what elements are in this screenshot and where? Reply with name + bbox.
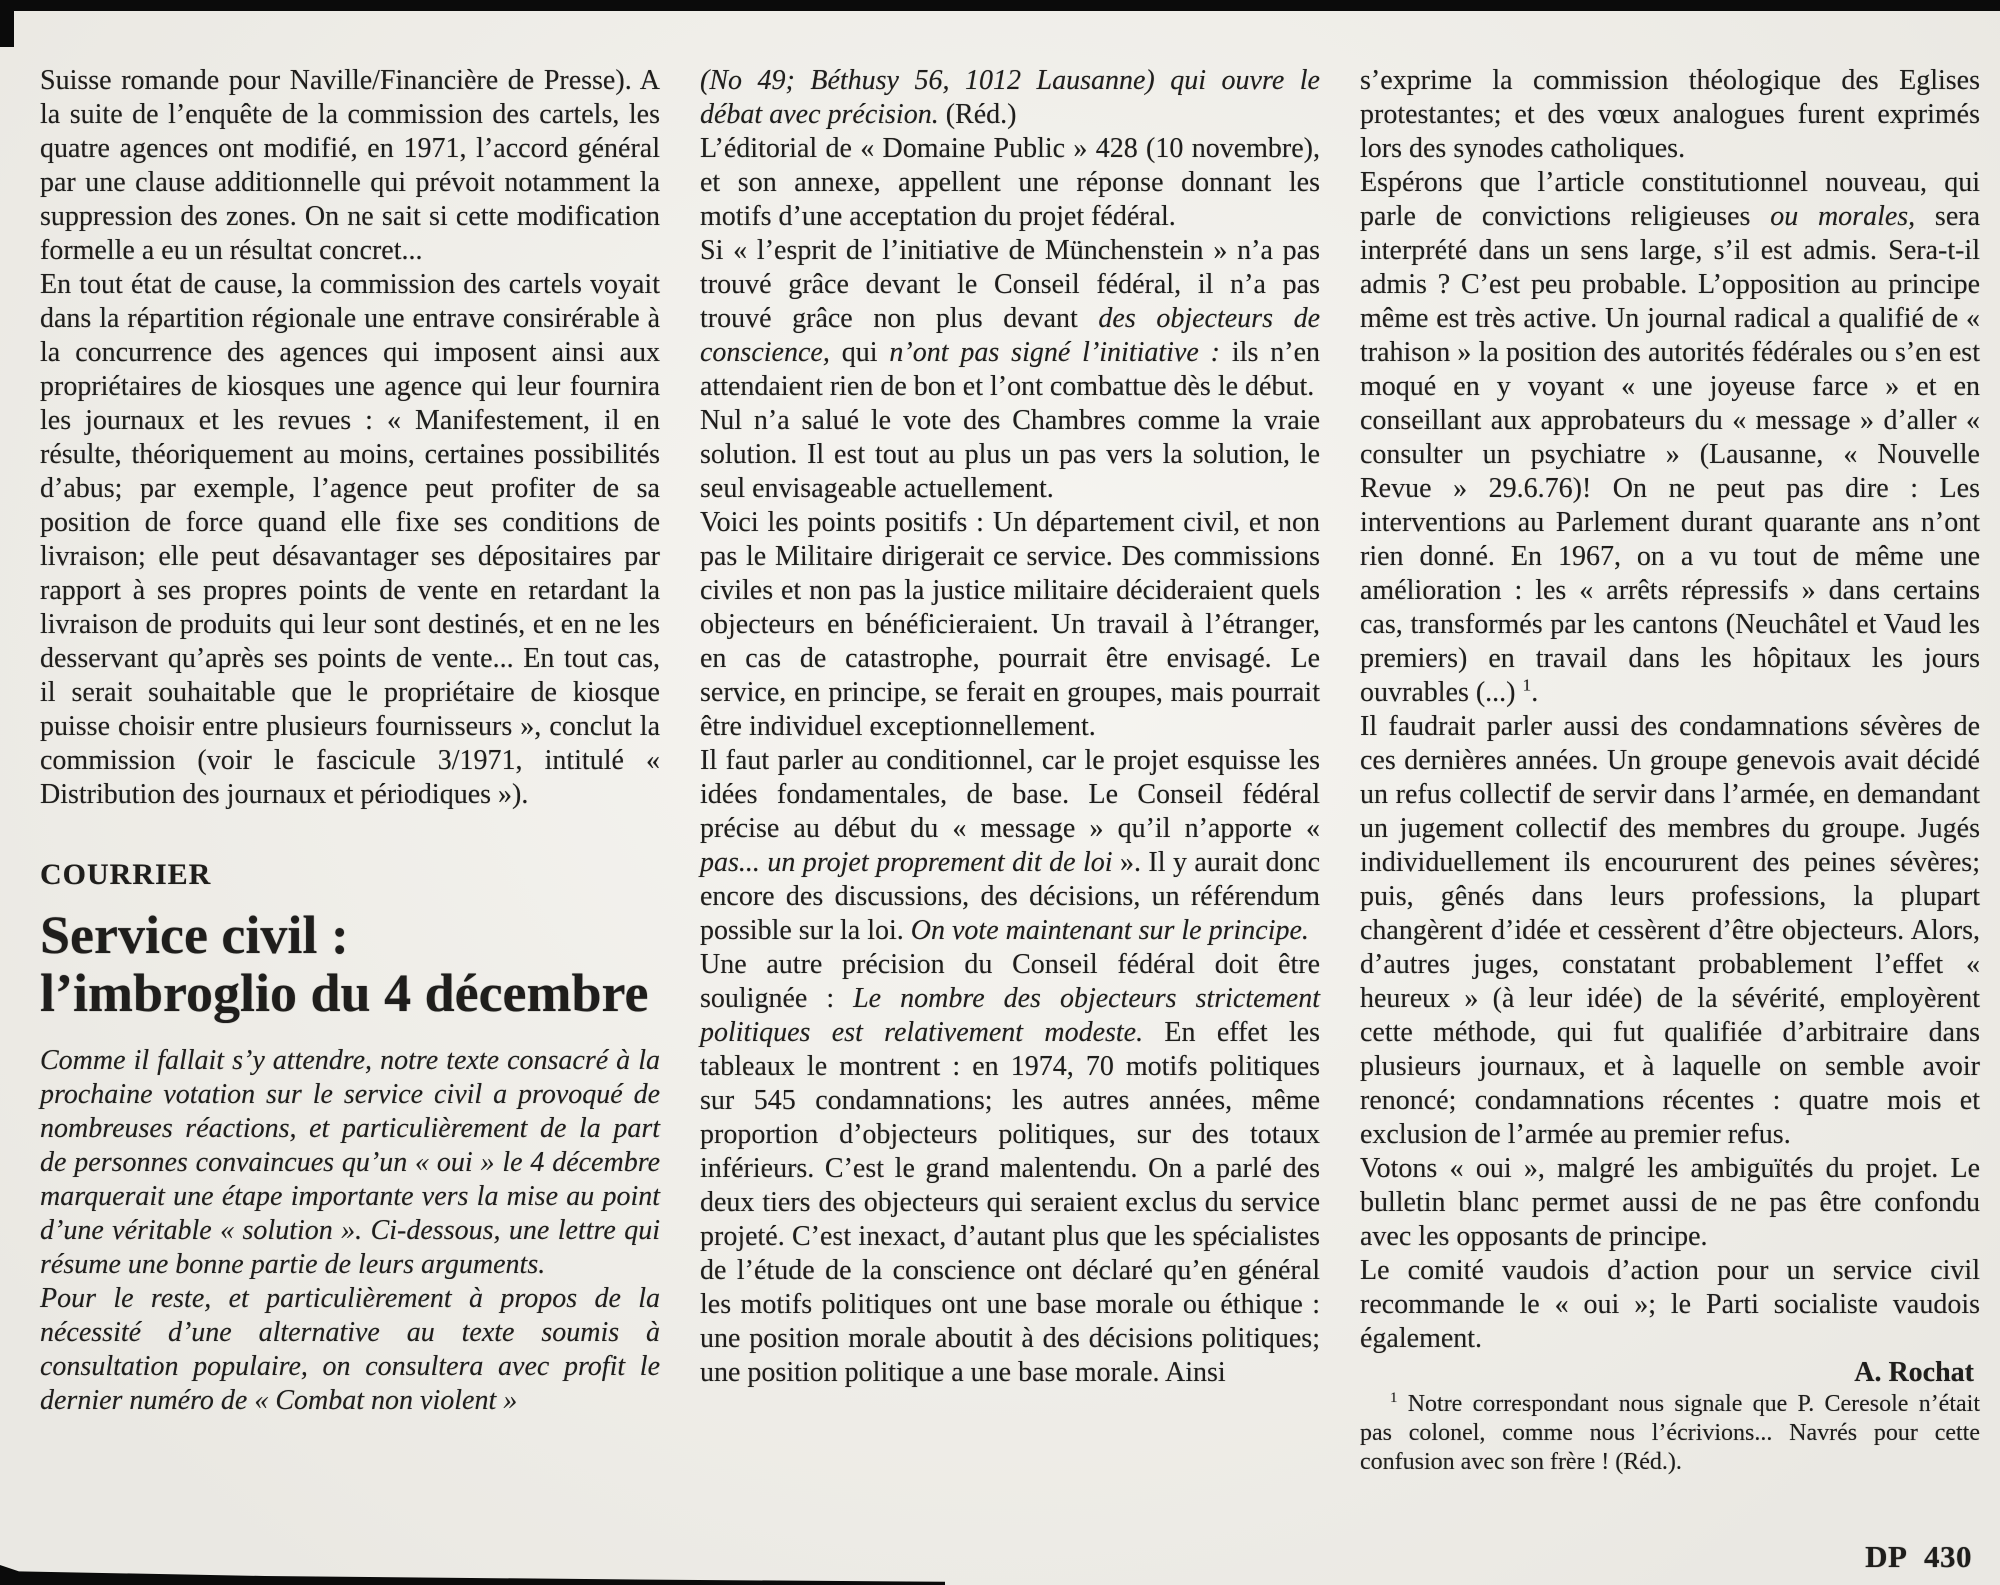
text-run: Votons « oui », malgré les ambiguïtés du projet. Le bulletin blanc permet aussi de ne pas être confondu avec les opposants de principe. [1360,1153,1980,1252]
text-column-3 [1360,64,1980,1477]
body-paragraph [1360,710,1980,1152]
text-run: Il faut parler au conditionnel, car le projet esquisse les idées fondamentales, de base. Le Conseil fédéral précise au début du « message » qu’il n’apporte « [700,745,1320,844]
text-run: Si « l’esprit de l’initiative de Münchenstein » n’a pas trouvé grâce devant le Conseil fédéral, il n’a pas trouvé grâce non plus devant [700,235,1320,334]
italic-text-run: n’ont pas signé l’initiative : [889,337,1221,368]
text-run: Le comité vaudois d’action pour un service civil recommande le « oui »; le Parti socialiste vaudois également. [1360,1255,1980,1354]
text-run: En tout état de cause, la commission des cartels voyait dans la répartition régionale une entrave consirérable à la concurrence des agences qui imposent ainsi aux propriétaires de kiosques une agence qui leur fournira les journaux et les revues : « Manifestement, il en résulte, théoriquement au moins, certaines possibilités d’abus; par exemple, l’agence peut profiter de sa position de force quand elle fixe ses conditions de livraison; elle peut désavantager ses dépositaires par rapport à ses propres points de vente en retardant la livraison de produits qui leur sont destinés, et en ne les desservant qu’après ses points de vente... En tout cas, il serait souhaitable que le propriétaire de kiosque puisse choisir entre plusieurs fournisseurs », conclut la commission (voir le fascicule 3/1971, intitulé « Distribution des journaux et périodiques »). [40,269,660,810]
text-run: Voici les points positifs : Un département civil, et non pas le Militaire dirigerait ce service. Des commissions civiles et non pas la justice militaire décideraient quels objecteurs en bénéficieraient. Un travail à l’étranger, en cas de catastrophe, pourrait être envisagé. Le service, en principe, se ferait en groupes, mais pourrait être individuel exceptionnellement. [700,507,1320,742]
body-paragraph [40,268,660,812]
page-number-mark: DP 430 [1865,1539,1972,1574]
footnote-reference: 1 [1522,675,1532,695]
page-body [40,64,1978,1477]
text-run: Une autre précision du Conseil fédéral doit être soulignée : [700,949,1320,1014]
italic-text-run: des objecteurs de conscience, [700,303,1320,368]
text-run: Nul n’a salué le vote des Chambres comme la vraie solution. Il est tout au plus un pas vers la solution, le seul envisageable actuellement. [700,405,1320,504]
article-headline: Service civil : l’imbroglio du 4 décembre [40,905,649,1023]
body-paragraph [40,1044,660,1282]
body-paragraph [700,744,1320,948]
body-paragraph [700,234,1320,404]
body-paragraph [1360,1152,1980,1254]
text-run: sera interprété dans un sens large, s’il est admis. Sera-t-il admis ? C’est peu probable. L’opposition au principe même est très active. Un journal radical a qualifié de « trahison » la position des autorités fédérales ou s’en est moqué en y voyant « une joyeuse farce » et en conseillant aux approbateurs du « message » d’aller « consulter un psychiatre » (Lausanne, « Nouvelle Revue » 29.6.76)! On ne peut pas dire : Les interventions au Parlement durant quarante ans n’ont rien donné. En 1967, on a vu tout de même une amélioration : les « arrêts répressifs » dans certains cas, transformés par les cantons (Neuchâtel et Vaud les premiers) en travail dans les hôpitaux les jours ouvrables (...) [1360,201,1980,708]
text-run: . [1531,677,1539,708]
body-paragraph [700,506,1320,744]
text-run: L’éditorial de « Domaine Public » 428 (10 novembre), et son annexe, appellent une réponse donnant les motifs d’une acceptation du projet fédéral. [700,133,1320,232]
footnote [1360,1390,1980,1477]
scan-edge-bottom-wedge [0,1565,945,1585]
footnote-reference: 1 [1390,1390,1398,1406]
text-run: ». Il y aurait donc encore des discussions, des décisions, un référendum possible sur la loi. [700,847,1320,946]
scan-edge-top-bar [0,0,2000,11]
text-run: s’exprime la commission théologique des Eglises protestantes; et des vœux analogues furent exprimés lors des synodes catholiques. [1360,65,1980,164]
italic-text-run: pas... un projet proprement dit de loi [700,847,1113,878]
body-paragraph [40,1282,660,1418]
text-run: (Réd.) [938,99,1017,130]
body-paragraph [1360,1254,1980,1356]
italic-text-run: (No 49; Béthusy 56, 1012 Lausanne) qui ouvre le débat avec précision. [700,65,1320,130]
text-column-1 [40,64,660,1477]
section-kicker: COURRIER [40,858,212,891]
body-paragraph [700,64,1320,132]
body-paragraph [1360,166,1980,710]
body-paragraph [700,132,1320,234]
italic-text-run: Comme il fallait s’y attendre, notre texte consacré à la prochaine votation sur le service civil a provoqué de nombreuses réactions, et particulièrement de la part de personnes convaincues qu’un « oui » le 4 décembre marquerait une étape importante vers la mise au point d’une véritable « solution ». Ci-dessous, une lettre qui résume une bonne partie de leurs arguments. [40,1045,660,1280]
scan-edge-left-mark [0,0,14,47]
body-paragraph [700,404,1320,506]
italic-text-run: Le nombre des objecteurs strictement politiques est relativement modeste. [700,983,1320,1048]
italic-text-run: On vote maintenant sur le principe. [910,915,1309,946]
body-paragraph [40,64,660,268]
text-run: Suisse romande pour Naville/Financière de Presse). A la suite de l’enquête de la commission des cartels, les quatre agences ont modifié, en 1971, l’accord général par une clause additionnelle qui prévoit notamment la suppression des zones. On ne sait si cette modification formelle a eu un résultat concret... [40,65,660,266]
text-run: Notre correspondant nous signale que P. Ceresole n’était pas colonel, comme nous l’écrivions... Navrés pour cette confusion avec son frère ! (Réd.). [1360,1391,1980,1475]
italic-text-run: ou morales, [1770,201,1916,232]
author-signature: A. Rochat [1854,1357,1974,1388]
text-run: Il faudrait parler aussi des condamnations sévères de ces dernières années. Un groupe genevois avait décidé un refus collectif de servir dans l’armée, en demandant un jugement collectif des membres du groupe. Jugés individuellement ils encoururent des peines sévères; puis, gênés dans leurs professions, la plupart changèrent d’idée et cessèrent d’être objecteurs. Alors, d’autres juges, constatant probablement l’effet « heureux » (à leur idée) de la sévérité, employèrent cette méthode, qui fut qualifiée d’arbitraire dans plusieurs journaux, et à laquelle on semble avoir renoncé; condamnations récentes : quatre mois et exclusion de l’armée au premier refus. [1360,711,1980,1150]
italic-text-run: Pour le reste, et particulièrement à propos de la nécessité d’une alternative au texte soumis à consultation populaire, on consultera avec profit le dernier numéro de « Combat non violent » [40,1283,660,1416]
text-run: Espérons que l’article constitutionnel nouveau, qui parle de convictions religieuses [1360,167,1980,232]
body-paragraph [1360,64,1980,166]
body-paragraph [700,948,1320,1390]
text-column-2 [700,64,1320,1477]
text-run: En effet les tableaux le montrent : en 1974, 70 motifs politiques sur 545 condamnations; les autres années, même proportion d’objecteurs politiques, sur des totaux inférieurs. C’est le grand malentendu. On a parlé des deux tiers des objecteurs qui seraient exclus du service projeté. C’est inexact, d’autant plus que les spécialistes de l’étude de la conscience ont déclaré qu’en général les motifs politiques ont une base morale ou éthique : une position morale aboutit à des décisions politiques; une position politique a une base morale. Ainsi [700,1017,1321,1388]
text-run: ils n’en attendaient rien de bon et l’ont combattue dès le début. [700,337,1320,402]
text-run: qui [829,337,890,368]
